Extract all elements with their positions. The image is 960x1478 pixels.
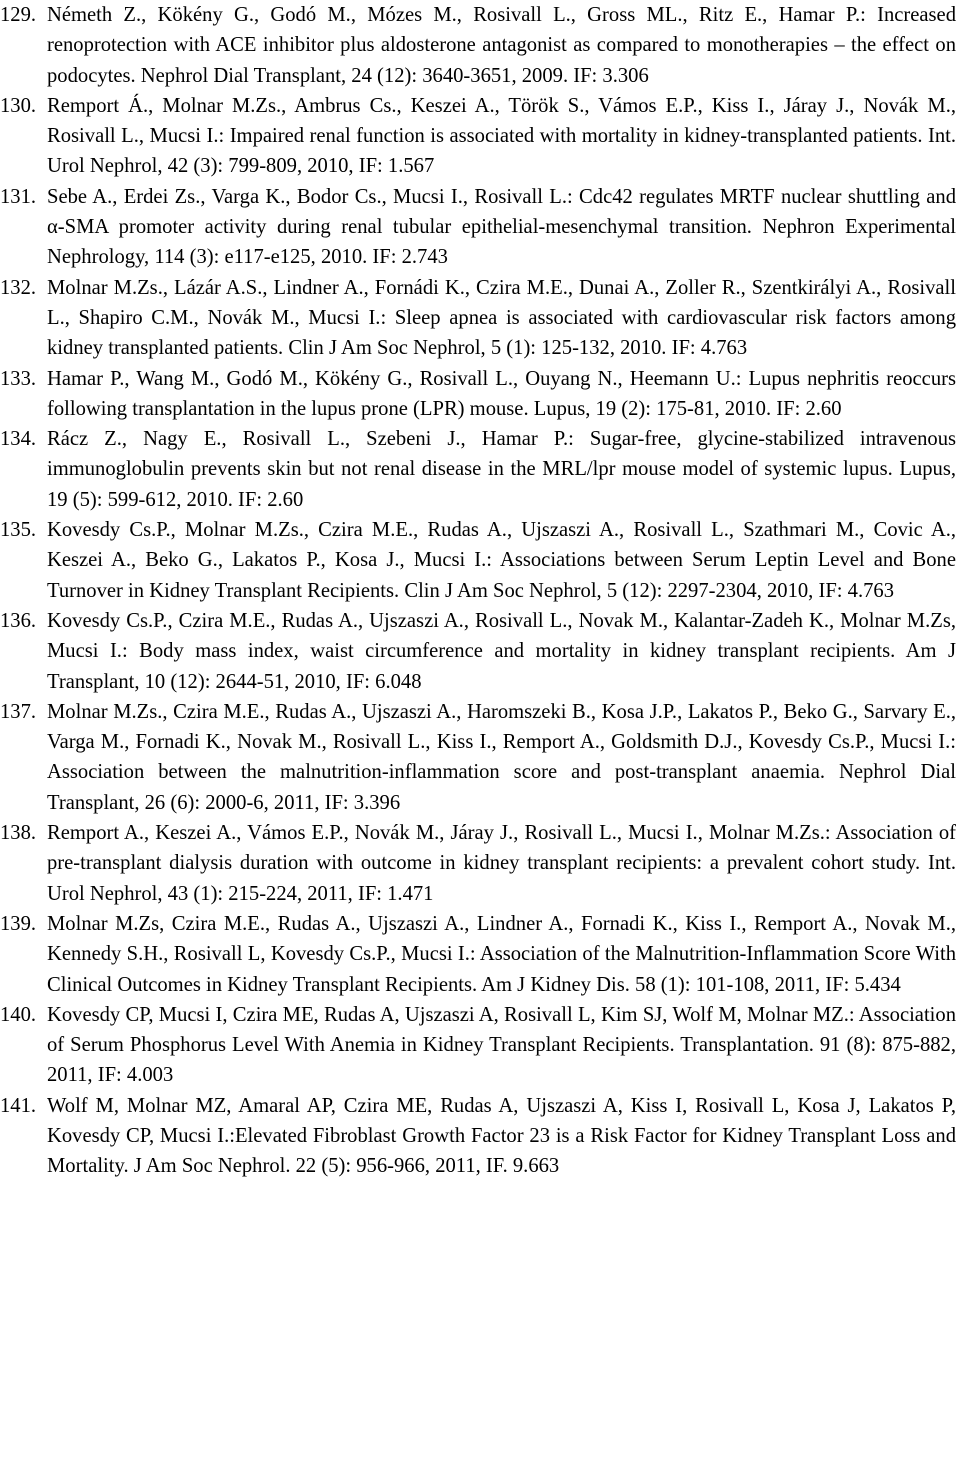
reference-number: 133. (0, 367, 37, 390)
reference-text: Remport A., Keszei A., Vámos E.P., Novák M., Járay J., Rosivall L., Mucsi I., Molnar M.Zs.: Association of pre-transplant dialysis duration with outcome in kidney transplant recipients: a prevalent cohort study. Int. Urol Nephrol, 43 (1): 215-224, 2011, IF: 1.471 (47, 822, 956, 905)
reference-item (0, 0, 956, 91)
reference-text: Sebe A., Erdei Zs., Varga K., Bodor Cs., Mucsi I., Rosivall L.: Cdc42 regulates MRTF nuclear shuttling and α-SMA promoter activity during renal tubular epithelial-mesenchymal transition. Nephron Experimental Nephrology, 114 (3): e117-e125, 2010. IF: 2.743 (47, 185, 956, 269)
reference-text: Molnar M.Zs., Czira M.E., Rudas A., Ujszaszi A., Haromszeki B., Kosa J.P., Lakatos P., Beko G., Sarvary E., Varga M., Fornadi K., Novak M., Rosivall L., Kiss I., Remport A., Goldsmith D.J., Kovesdy Cs.P., Mucsi I.: Association between the malnutrition-inflammation score and post-transplant anaemia. Nephrol Dial Transplant, 26 (6): 2000-6, 2011, IF: 3.396 (47, 700, 956, 814)
reference-text: Kovesdy CP, Mucsi I, Czira ME, Rudas A, Ujszaszi A, Rosivall L, Kim SJ, Wolf M, Molnar MZ.: Association of Serum Phosphorus Level With Anemia in Kidney Transplant Recipients. Transplantation. 91 (8): 875-882, 2011, IF: 4.003 (47, 1003, 956, 1087)
reference-number: 136. (0, 609, 37, 632)
reference-item (0, 1091, 956, 1182)
reference-text: Rácz Z., Nagy E., Rosivall L., Szebeni J., Hamar P.: Sugar-free, glycine-stabilized intravenous immunoglobulin prevents skin but not renal disease in the MRL/lpr mouse model of systemic lupus. Lupus, 19 (5): 599-612, 2010. IF: 2.60 (47, 428, 956, 511)
reference-text: Hamar P., Wang M., Godó M., Kökény G., Rosivall L., Ouyang N., Heemann U.: Lupus nephritis reoccurs following transplantation in the lupus prone (LPR) mouse. Lupus, 19 (2): 175-81, 2010. IF: 2.60 (47, 367, 956, 420)
reference-number: 130. (0, 94, 37, 117)
reference-number: 134. (0, 428, 37, 451)
reference-number: 135. (0, 519, 37, 542)
reference-number: 138. (0, 822, 37, 845)
reference-item (0, 364, 956, 425)
reference-item (0, 909, 956, 1000)
reference-item (0, 273, 956, 364)
reference-item (0, 818, 956, 909)
reference-text: Molnar M.Zs, Czira M.E., Rudas A., Ujszaszi A., Lindner A., Fornadi K., Kiss I., Remport A., Novak M., Kennedy S.H., Rosivall L, Kovesdy Cs.P., Mucsi I.: Association of the Malnutrition-Inflammation Score With Clinical Outcomes in Kidney Transplant Recipients. Am J Kidney Dis. 58 (1): 101-108, 2011, IF: 5.434 (47, 912, 956, 996)
reference-number: 131. (0, 185, 37, 208)
reference-item (0, 1000, 956, 1091)
reference-item (0, 91, 956, 182)
reference-text: Remport Á., Molnar M.Zs., Ambrus Cs., Keszei A., Török S., Vámos E.P., Kiss I., Járay J., Novák M., Rosivall L., Mucsi I.: Impaired renal function is associated with mortality in kidney-transplanted patients. Int. Urol Nephrol, 42 (3): 799-809, 2010, IF: 1.567 (47, 94, 956, 178)
reference-number: 140. (0, 1003, 37, 1026)
reference-item (0, 515, 956, 606)
reference-text: Kovesdy Cs.P., Molnar M.Zs., Czira M.E., Rudas A., Ujszaszi A., Rosivall L., Szathmari M., Covic A., Keszei A., Beko G., Lakatos P., Kosa J., Mucsi I.: Associations between Serum Leptin Level and Bone Turnover in Kidney Transplant Recipients. Clin J Am Soc Nephrol, 5 (12): 2297-2304, 2010, IF: 4.763 (47, 519, 956, 602)
reference-number: 141. (0, 1094, 37, 1117)
reference-item (0, 606, 956, 697)
reference-text: Molnar M.Zs., Lázár A.S., Lindner A., Fornádi K., Czira M.E., Dunai A., Zoller R., Szentkirályi A., Rosivall L., Shapiro C.M., Novák M., Mucsi I.: Sleep apnea is associated with cardiovascular risk factors among kidney transplanted patients. Clin J Am Soc Nephrol, 5 (1): 125-132, 2010. IF: 4.763 (47, 276, 956, 360)
reference-text: Kovesdy Cs.P., Czira M.E., Rudas A., Ujszaszi A., Rosivall L., Novak M., Kalantar-Zadeh K., Molnar M.Zs, Mucsi I.: Body mass index, waist circumference and mortality in kidney transplant recipients. Am J Transplant, 10 (12): 2644-51, 2010, IF: 6.048 (47, 609, 956, 693)
reference-item (0, 697, 956, 818)
reference-number: 129. (0, 4, 37, 26)
reference-text: Németh Z., Kökény G., Godó M., Mózes M., Rosivall L., Gross ML., Ritz E., Hamar P.: Increased renoprotection with ACE inhibitor plus aldosterone antagonist as compared to monotherapies – the effect on podocytes. Nephrol Dial Transplant, 24 (12): 3640-3651, 2009. IF: 3.306 (47, 4, 956, 87)
reference-item (0, 424, 956, 515)
reference-text: Wolf M, Molnar MZ, Amaral AP, Czira ME, Rudas A, Ujszaszi A, Kiss I, Rosivall L, Kosa J, Lakatos P, Kovesdy CP, Mucsi I.:Elevated Fibroblast Growth Factor 23 is a Risk Factor for Kidney Transplant Loss and Mortality. J Am Soc Nephrol. 22 (5): 956-966, 2011, IF. 9.663 (47, 1094, 956, 1178)
reference-number: 137. (0, 700, 37, 723)
reference-item (0, 182, 956, 273)
reference-number: 132. (0, 276, 37, 299)
reference-number: 139. (0, 912, 37, 935)
